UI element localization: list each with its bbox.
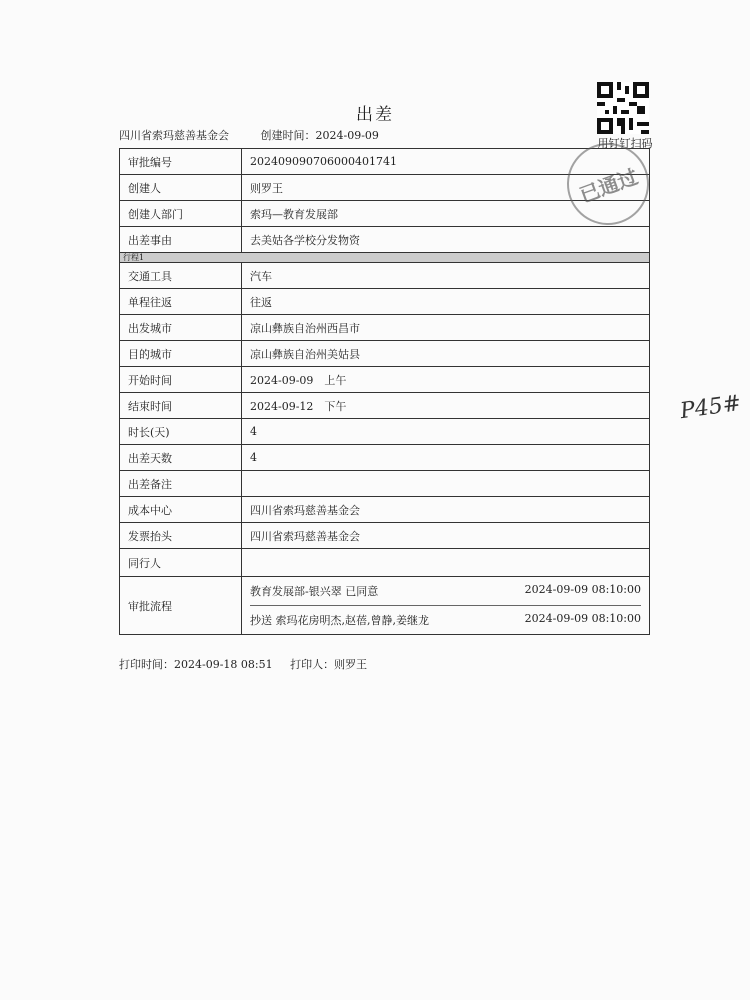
created-time: 创建时间：2024-09-09: [260, 129, 379, 142]
section-label: 行程1: [120, 253, 650, 263]
field-label: 时长(天): [120, 419, 242, 445]
field-value: 2024-09-09 上午: [242, 367, 650, 393]
approval-step-text: 教育发展部-银兴翠 已同意: [250, 585, 379, 598]
table-row: [120, 445, 650, 471]
field-label: 单程往返: [120, 289, 242, 315]
table-row: [120, 523, 650, 549]
field-label: 出差天数: [120, 445, 242, 471]
field-value: 凉山彝族自治州美姑县: [242, 341, 650, 367]
field-label: 交通工具: [120, 263, 242, 289]
organization-name: 四川省索玛慈善基金会: [119, 129, 229, 142]
field-value: 凉山彝族自治州西昌市: [242, 315, 650, 341]
approval-step: [250, 577, 641, 605]
print-footer: [119, 656, 381, 672]
approval-step-time: 2024-09-09 08:10:00: [524, 612, 641, 625]
field-value: 去美姑各学校分发物资: [242, 227, 650, 253]
approval-step: [250, 605, 641, 634]
handwritten-note: P45#: [678, 390, 743, 425]
field-label: 出差事由: [120, 227, 242, 253]
table-row: [120, 367, 650, 393]
field-value: 则罗王: [242, 175, 650, 201]
approval-steps: [242, 577, 650, 635]
field-label: 开始时间: [120, 367, 242, 393]
table-row: [120, 201, 650, 227]
document-meta: [119, 127, 407, 143]
field-label: 同行人: [120, 549, 242, 577]
field-label: 结束时间: [120, 393, 242, 419]
table-row: [120, 549, 650, 577]
approval-step-time: 2024-09-09 08:10:00: [524, 583, 641, 596]
table-row: [120, 315, 650, 341]
field-value: [242, 549, 650, 577]
field-label: 出差备注: [120, 471, 242, 497]
field-value: 四川省索玛慈善基金会: [242, 497, 650, 523]
field-label: 目的城市: [120, 341, 242, 367]
approved-stamp: 已通过: [555, 131, 660, 236]
approval-step-text: 抄送 索玛花房明杰,赵蓓,曾静,姜继龙: [250, 614, 429, 627]
document-title: 出差: [356, 105, 394, 125]
field-value: 2024-09-12 下午: [242, 393, 650, 419]
field-label: 审批编号: [120, 149, 242, 175]
field-value: 202409090706000401741: [242, 149, 650, 175]
table-row: [120, 393, 650, 419]
field-value: 汽车: [242, 263, 650, 289]
field-value: 4: [242, 419, 650, 445]
field-label: 创建人: [120, 175, 242, 201]
field-label: 成本中心: [120, 497, 242, 523]
print-time: 打印时间：2024-09-18 08:51: [119, 658, 273, 671]
field-label: 发票抬头: [120, 523, 242, 549]
table-row: [120, 341, 650, 367]
table-row: [120, 471, 650, 497]
field-value: 索玛—教育发展部: [242, 201, 650, 227]
printer-name: 打印人：则罗王: [290, 658, 368, 671]
table-row: [120, 263, 650, 289]
field-label: 审批流程: [120, 577, 242, 635]
table-row: [120, 227, 650, 253]
table-row: [120, 419, 650, 445]
qr-caption: 用钉钉扫码: [597, 137, 653, 150]
approval-form-table: [119, 148, 650, 635]
section-header-row: [120, 253, 650, 263]
table-row: [120, 497, 650, 523]
field-label: 创建人部门: [120, 201, 242, 227]
field-value: [242, 471, 650, 497]
approval-flow-row: [120, 577, 650, 635]
field-value: 往返: [242, 289, 650, 315]
field-label: 出发城市: [120, 315, 242, 341]
field-value: 四川省索玛慈善基金会: [242, 523, 650, 549]
field-value: 4: [242, 445, 650, 471]
table-row: [120, 289, 650, 315]
qr-code-icon: [597, 82, 649, 134]
